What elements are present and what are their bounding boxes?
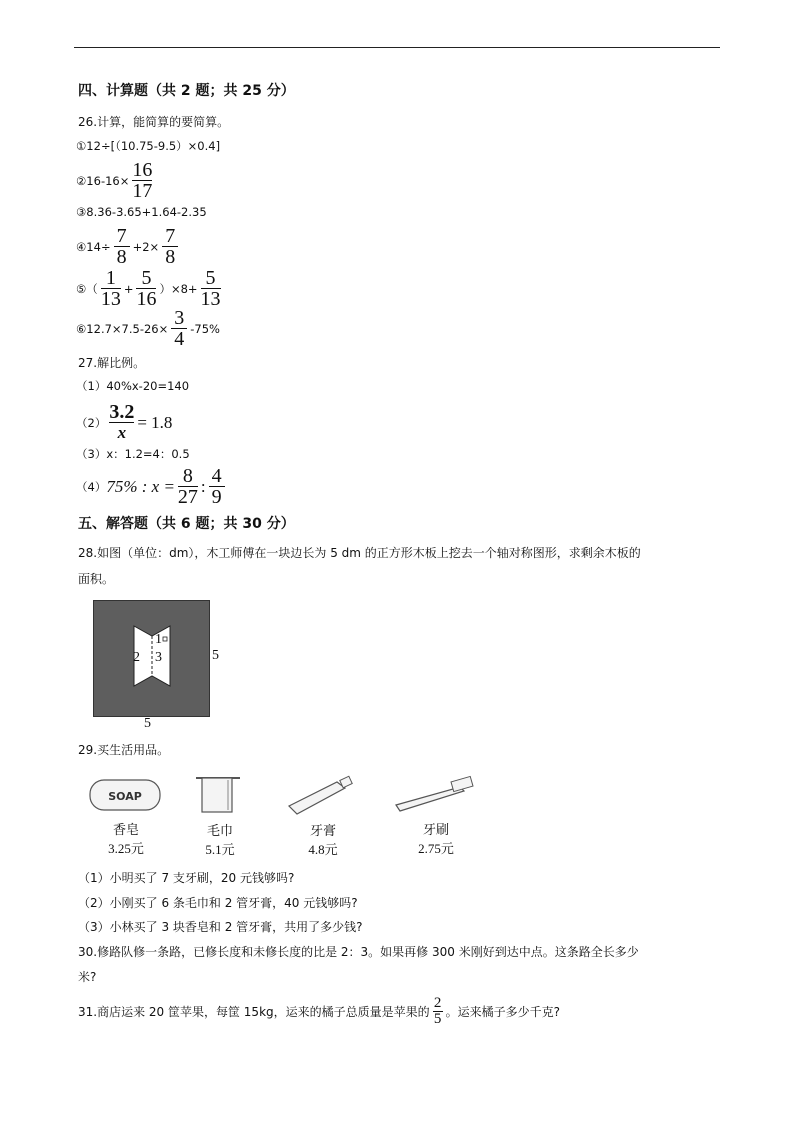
fraction: $\frac{5}{16}$	[136, 267, 157, 310]
fraction: $\frac{3}{4}$	[171, 308, 187, 349]
q28-line-2: 面积。	[78, 572, 115, 586]
toothbrush-icon	[390, 775, 480, 815]
product-soap	[86, 775, 166, 857]
product-toothbrush	[390, 775, 482, 857]
fig-label-two: 2	[133, 650, 140, 665]
q26-item-6: ⑥12.7×7.5-26× $\frac{3}{4}$ -75%	[76, 307, 220, 350]
q29-part-1: （1）小明买了 7 支牙刷，20 元钱够吗?	[78, 871, 295, 885]
q27-part-4: （4） 75% : x = $\frac{8}{27}$ : $\frac{4}{9}$	[76, 466, 228, 507]
q26-item-1: ①12÷[（10.75-9.5）×0.4]	[76, 139, 221, 153]
product-price: 3.25元	[108, 841, 144, 856]
q30-line-2: 米?	[78, 970, 97, 984]
fraction: $\frac{5}{13}$	[200, 267, 221, 310]
q29-part-2: （2）小刚买了 6 条毛巾和 2 管牙膏，40 元钱够吗?	[78, 896, 358, 910]
product-toothpaste	[283, 772, 363, 858]
q26-item-5: ⑤（ $\frac{1}{13}$ + $\frac{5}{16}$ ）×8+ $\frac{5}{13}$	[76, 267, 221, 310]
q26-stem: 26.计算，能简算的要简算。	[78, 115, 230, 129]
fraction: $\frac{7}{8}$	[162, 226, 178, 267]
towel-icon	[190, 772, 246, 816]
q28-line-1: 28.如图（单位：dm），木工师傅在一块边长为 5 dm 的正方形木板上挖去一个轴对称图形，求剩余木板的	[78, 546, 641, 560]
q31: 31.商店运来 20 筐苹果，每筐 15kg，运来的橘子总质量是苹果的 $\frac{2}{5}$ 。运来橘子多少千克?	[78, 995, 561, 1027]
q29-part-3: （3）小林买了 3 块香皂和 2 管牙膏，共用了多少钱?	[78, 920, 363, 934]
fig-label-bottom: 5	[144, 716, 151, 731]
section-4-title: 四、计算题（共 2 题；共 25 分）	[78, 83, 295, 99]
svg-text:SOAP: SOAP	[108, 790, 142, 803]
product-name: 香皂	[112, 822, 139, 837]
q27-part-1: （1）40%x-20=140	[76, 379, 190, 393]
soap-icon	[86, 775, 164, 815]
fig-label-one: 1	[155, 632, 162, 647]
q29-stem: 29.买生活用品。	[78, 743, 170, 757]
fraction: $\frac{4}{9}$	[209, 466, 225, 507]
fraction: $\frac{2}{5}$	[433, 995, 442, 1027]
q28-square-board-figure	[93, 600, 210, 717]
q27-stem: 27.解比例。	[78, 356, 146, 370]
q27-part-2: （2） $\frac{3.2}{x}$ = 1.8	[76, 401, 173, 442]
q26-item-3: ③8.36-3.65+1.64-2.35	[76, 205, 207, 219]
fraction: $\frac{7}{8}$	[114, 226, 130, 267]
fraction: $\frac{3.2}{x}$	[109, 401, 135, 442]
q30-line-1: 30.修路队修一条路，已修长度和未修长度的比是 2：3。如果再修 300 米刚好到达中点。这条路全长多少	[78, 945, 639, 959]
product-towel	[190, 772, 250, 858]
section-5-title: 五、解答题（共 6 题；共 30 分）	[78, 516, 295, 532]
q27-part-3: （3）x：1.2=4：0.5	[76, 447, 190, 461]
fig-label-side: 5	[212, 648, 219, 663]
product-name: 牙膏	[309, 823, 336, 838]
product-name: 牙刷	[422, 822, 449, 837]
cutout-shape	[94, 601, 209, 716]
header-rule	[74, 47, 720, 48]
q26-item-2: ②16-16× $\frac{16}{17}$	[76, 159, 153, 202]
toothpaste-icon	[283, 772, 361, 816]
q26-item-4: ④14÷ $\frac{7}{8}$ +2× $\frac{7}{8}$	[76, 226, 181, 267]
fig-label-three: 3	[155, 650, 162, 665]
fraction: $\frac{16}{17}$	[132, 159, 153, 202]
product-price: 4.8元	[308, 842, 338, 857]
product-price: 2.75元	[418, 841, 454, 856]
product-price: 5.1元	[205, 842, 235, 857]
product-name: 毛巾	[206, 823, 233, 838]
fraction: $\frac{1}{13}$	[100, 267, 121, 310]
fraction: $\frac{8}{27}$	[177, 465, 198, 508]
